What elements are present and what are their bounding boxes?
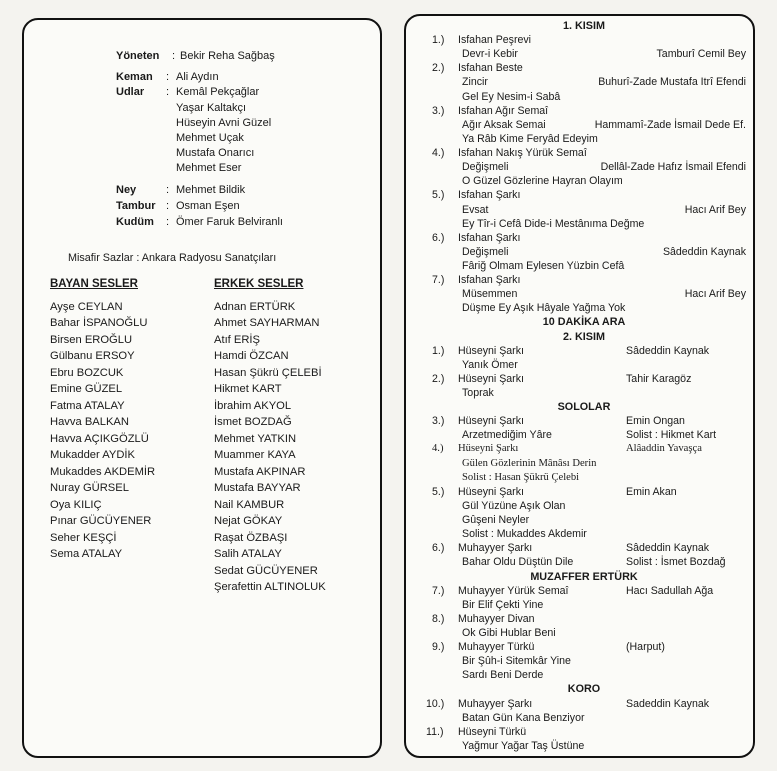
- singer-name: Salih ATALAY: [214, 548, 282, 560]
- staff-name: Osman Eşen: [176, 199, 240, 212]
- program-row: [414, 528, 754, 541]
- item-detail: O Güzel Gözlerine Hayran Olayım: [462, 175, 623, 188]
- singer-name: Sema ATALAY: [50, 548, 123, 560]
- male-voices: [214, 276, 326, 596]
- item-detail: Müsemmen: [462, 288, 518, 301]
- program-row: [414, 204, 754, 217]
- item-composer: Sâdeddin Kaynak: [662, 245, 746, 258]
- program-row: [414, 443, 754, 456]
- item-composer: Sadeddin Kaynak: [626, 697, 710, 710]
- program-row: [414, 175, 754, 188]
- item-composer: Hacı Sadullah Ağa: [626, 584, 714, 597]
- program-row: [414, 288, 754, 301]
- item-title: Isfahan Şarkı: [458, 189, 521, 202]
- staff-name: Mehmet Eser: [176, 162, 242, 175]
- staff-colon: :: [166, 86, 170, 99]
- program-row: [414, 641, 754, 654]
- singer-name: Mustafa AKPINAR: [214, 465, 306, 478]
- staff-name: Ali Aydın: [176, 71, 219, 84]
- staff-role: Keman: [116, 71, 153, 84]
- item-detail: Bir Şûh-i Sitemkâr Yine: [462, 655, 571, 668]
- staff-role: Kudüm: [116, 216, 154, 228]
- item-title: Hüseyni Şarkı: [458, 372, 524, 385]
- section-heading: 10 DAKİKA ARA: [542, 316, 626, 329]
- item-title: Hüseyni Şarkı: [458, 485, 524, 498]
- singer-name: Nail KAMBUR: [214, 498, 285, 511]
- staff-role: Ney: [116, 183, 137, 196]
- singer-name: Mukaddes AKDEMİR: [50, 465, 156, 478]
- singer-name: Hasan Şükrü ÇELEBİ: [214, 366, 322, 379]
- singer-name: Nuray GÜRSEL: [50, 482, 129, 494]
- item-number: 4.): [432, 147, 445, 160]
- item-composer: Sâdeddin Kaynak: [626, 344, 710, 357]
- item-title: Isfahan Nakış Yürük Semaî: [458, 147, 587, 160]
- singer-name: Seher KEŞÇİ: [50, 531, 117, 544]
- item-detail: Ya Râb Kime Feryâd Edeyim: [462, 132, 598, 145]
- item-title: Hüseyni Türkü: [458, 725, 527, 738]
- item-number: 2.): [432, 62, 445, 75]
- program-row: [414, 698, 754, 711]
- singer-name: Muammer KAYA: [214, 449, 296, 461]
- male-voices-title: ERKEK SESLER: [214, 278, 304, 290]
- program-row: [414, 119, 754, 132]
- item-title: Muhayyer Yürük Semaî: [458, 584, 569, 597]
- item-title: Hüseyni Şarkı: [458, 443, 519, 455]
- item-detail: Toprak: [462, 387, 494, 399]
- item-detail: Zincir: [462, 76, 488, 89]
- program-row: [414, 387, 754, 400]
- item-title: Isfahan Peşrevi: [458, 34, 532, 47]
- staff-colon: :: [166, 71, 170, 84]
- singer-name: Mukadder AYDİK: [50, 449, 135, 461]
- item-composer: Emin Ongan: [626, 415, 685, 428]
- item-number: 8.): [432, 612, 445, 625]
- item-detail: Gûşeni Neyler: [462, 514, 530, 527]
- item-title: Muhayyer Şarkı: [458, 697, 533, 710]
- program-row: [414, 62, 754, 75]
- singer-name: İsmet BOZDAĞ: [214, 416, 292, 428]
- program-row: [414, 556, 754, 569]
- item-title: Muhayyer Divan: [458, 612, 535, 625]
- item-composer: Tahir Karagöz: [626, 372, 692, 385]
- staff-name: Mehmet Bildik: [176, 183, 246, 196]
- program-row: [414, 232, 754, 245]
- program-row: [414, 726, 754, 739]
- item-number: 5.): [432, 189, 445, 202]
- item-number: 2.): [432, 372, 445, 385]
- item-detail: Devr-i Kebir: [462, 48, 518, 61]
- singer-name: Gülbanu ERSOY: [50, 350, 135, 362]
- program-row: [414, 500, 754, 513]
- item-number: 4.): [432, 443, 444, 455]
- item-detail: Ey Tîr-i Cefâ Dide-i Mestânıma Değme: [462, 217, 645, 230]
- program-row: [414, 34, 754, 47]
- program-row: [414, 712, 754, 725]
- item-detail: Fâriğ Olmam Eylesen Yüzbin Cefâ: [462, 259, 625, 272]
- item-composer: Solist : İsmet Bozdağ: [626, 556, 726, 569]
- item-detail: Solist : Hasan Şükrü Çelebi: [462, 471, 580, 483]
- item-detail: Ok Gibi Hublar Beni: [462, 626, 556, 639]
- item-composer: Alâaddin Yavaşça: [626, 443, 702, 455]
- program-row: [414, 133, 754, 146]
- item-composer: (Harput): [626, 641, 665, 654]
- staff-role: Udlar: [116, 86, 145, 99]
- section-heading: SOLOLAR: [557, 401, 611, 414]
- right-page: [404, 14, 755, 758]
- program-list: [414, 20, 754, 755]
- female-voices: [50, 276, 155, 563]
- singer-name: Adnan ERTÜRK: [214, 300, 296, 313]
- program-row: [414, 599, 754, 612]
- staff-name: Hüseyin Avni Güzel: [176, 116, 272, 129]
- staff-colon: :: [166, 216, 170, 228]
- item-detail: Düşme Ey Aşık Hâyale Yağma Yok: [462, 302, 626, 315]
- program-row: [414, 274, 754, 287]
- program-row: [414, 246, 754, 259]
- program-row: [414, 514, 754, 527]
- item-detail: Sardı Beni Derde: [462, 669, 544, 682]
- item-detail: Solist : Mukaddes Akdemir: [462, 528, 587, 541]
- item-detail: Gülen Gözlerinin Mânâsı Derin: [462, 457, 597, 469]
- program-row: [414, 415, 754, 428]
- item-composer: Dellâl-Zade Hafız İsmail Efendi: [600, 161, 746, 174]
- program-row: [414, 161, 754, 174]
- singer-name: Fatma ATALAY: [50, 399, 125, 412]
- item-title: Isfahan Şarkı: [458, 274, 521, 287]
- item-detail: Ağır Aksak Semai: [462, 118, 546, 131]
- program-row: [414, 189, 754, 202]
- item-number: 11.): [426, 725, 444, 738]
- singer-name: Mehmet YATKIN: [214, 432, 297, 445]
- staff-role: Yöneten: [116, 50, 160, 62]
- item-detail: Evsat: [462, 203, 489, 216]
- singer-name: Birsen EROĞLU: [50, 333, 133, 346]
- staff-name: Bekir Reha Sağbaş: [180, 50, 275, 62]
- item-composer: Buhurî-Zade Mustafa Itrî Efendi: [598, 76, 746, 89]
- item-title: Muhayyer Şarkı: [458, 542, 533, 555]
- singer-name: Şerafettin ALTINOLUK: [214, 581, 326, 593]
- item-composer: Tamburî Cemil Bey: [656, 48, 746, 61]
- item-number: 3.): [432, 104, 445, 117]
- item-title: Isfahan Şarkı: [458, 231, 521, 244]
- program-row: [414, 302, 754, 315]
- section-heading: MUZAFFER ERTÜRK: [530, 570, 638, 583]
- item-number: 10.): [426, 697, 445, 710]
- singer-name: Ebru BOZCUK: [50, 366, 124, 379]
- item-number: 6.): [432, 231, 445, 244]
- item-detail: Değişmeli: [462, 245, 509, 258]
- singer-name: Pınar GÜCÜYENER: [50, 515, 152, 527]
- staff-role: Tambur: [116, 199, 156, 212]
- program-row: [414, 218, 754, 231]
- singer-name: Mustafa BAYYAR: [214, 482, 301, 494]
- item-number: 1.): [432, 34, 445, 47]
- guest-instruments: Misafir Sazlar : Ankara Radyosu Sanatçıları: [68, 252, 277, 264]
- program-row: [414, 76, 754, 89]
- item-number: 5.): [432, 485, 445, 498]
- item-detail: Bir Elif Çekti Yine: [462, 598, 544, 611]
- program-row: [414, 740, 754, 753]
- staff-name: Yaşar Kaltakçı: [176, 101, 247, 114]
- program-row: [414, 486, 754, 499]
- item-detail: Yanık Ömer: [462, 358, 518, 371]
- item-composer: Hammamî-Zade İsmail Dede Ef.: [594, 118, 746, 131]
- item-detail: Gel Ey Nesim-i Sabâ: [462, 90, 561, 103]
- program-row: [414, 458, 754, 471]
- item-detail: Bahar Oldu Düştün Dile: [462, 556, 574, 569]
- section-heading: KORO: [567, 683, 601, 696]
- singer-name: Oya KILIÇ: [50, 498, 102, 511]
- program-row: [414, 48, 754, 61]
- singer-name: İbrahim AKYOL: [214, 399, 292, 412]
- item-title: Isfahan Ağır Semaî: [458, 104, 549, 117]
- staff-name: Mustafa Onarıcı: [176, 147, 255, 160]
- program-row: [414, 472, 754, 485]
- item-title: Isfahan Beste: [458, 62, 523, 75]
- singer-name: Hamdi ÖZCAN: [214, 350, 289, 362]
- staff-name: Mehmet Uçak: [176, 132, 244, 144]
- program-row: [414, 373, 754, 386]
- item-detail: Batan Gün Kana Benziyor: [462, 711, 585, 724]
- item-detail: Gül Yüzüne Aşık Olan: [462, 499, 566, 512]
- female-voices-title: BAYAN SESLER: [50, 278, 138, 290]
- singer-name: Ayşe CEYLAN: [50, 300, 123, 313]
- program-row: [414, 345, 754, 358]
- item-title: Muhayyer Türkü: [458, 641, 535, 654]
- program-row: [414, 542, 754, 555]
- program-row: [414, 669, 754, 682]
- singer-name: Nejat GÖKAY: [214, 515, 283, 527]
- program-row: [414, 613, 754, 626]
- item-title: Hüseyni Şarkı: [458, 415, 524, 428]
- singer-name: Emine GÜZEL: [50, 383, 123, 395]
- singer-name: Bahar İSPANOĞLU: [50, 317, 148, 329]
- program-row: [414, 627, 754, 640]
- item-detail: Yağmur Yağar Taş Üstüne: [462, 739, 585, 752]
- singer-name: Havva BALKAN: [50, 416, 129, 428]
- singer-name: Havva AÇIKGÖZLÜ: [50, 432, 149, 445]
- staff-colon: :: [172, 50, 176, 62]
- item-number: 7.): [432, 584, 445, 597]
- item-detail: Arzetmediğim Yâre: [462, 429, 552, 442]
- item-number: 6.): [432, 542, 445, 555]
- program-row: [414, 260, 754, 273]
- left-page: [22, 18, 382, 758]
- item-composer: Sâdeddin Kaynak: [626, 542, 710, 555]
- staff-name: Ömer Faruk Belviranlı: [176, 216, 283, 228]
- singer-name: Atıf ERİŞ: [214, 333, 261, 346]
- singer-name: Ahmet SAYHARMAN: [214, 317, 320, 329]
- item-title: Hüseyni Şarkı: [458, 344, 524, 357]
- section-heading: 1. KISIM: [563, 20, 605, 32]
- item-composer: Emin Akan: [626, 485, 677, 498]
- staff-name: Kemâl Pekçağlar: [176, 86, 260, 99]
- program-row: [414, 429, 754, 442]
- item-number: 7.): [432, 274, 445, 287]
- item-composer: Hacı Arif Bey: [684, 203, 746, 216]
- program-row: [414, 105, 754, 118]
- item-composer: Hacı Arif Bey: [684, 288, 746, 301]
- item-number: 1.): [432, 344, 445, 357]
- program-row: [414, 655, 754, 668]
- program-row: [414, 91, 754, 104]
- singer-name: Raşat ÖZBAŞI: [214, 531, 288, 544]
- singer-name: Hikmet KART: [214, 383, 282, 395]
- program-row: [414, 585, 754, 598]
- staff-colon: :: [166, 183, 170, 196]
- item-number: 3.): [432, 415, 445, 428]
- program-row: [414, 147, 754, 160]
- singer-name: Sedat GÜCÜYENER: [214, 564, 318, 577]
- item-number: 9.): [432, 641, 445, 654]
- item-composer: Solist : Hikmet Kart: [626, 429, 717, 442]
- staff-colon: :: [166, 199, 170, 212]
- item-detail: Değişmeli: [462, 161, 509, 174]
- program-row: [414, 359, 754, 372]
- section-heading: 2. KISIM: [563, 330, 605, 343]
